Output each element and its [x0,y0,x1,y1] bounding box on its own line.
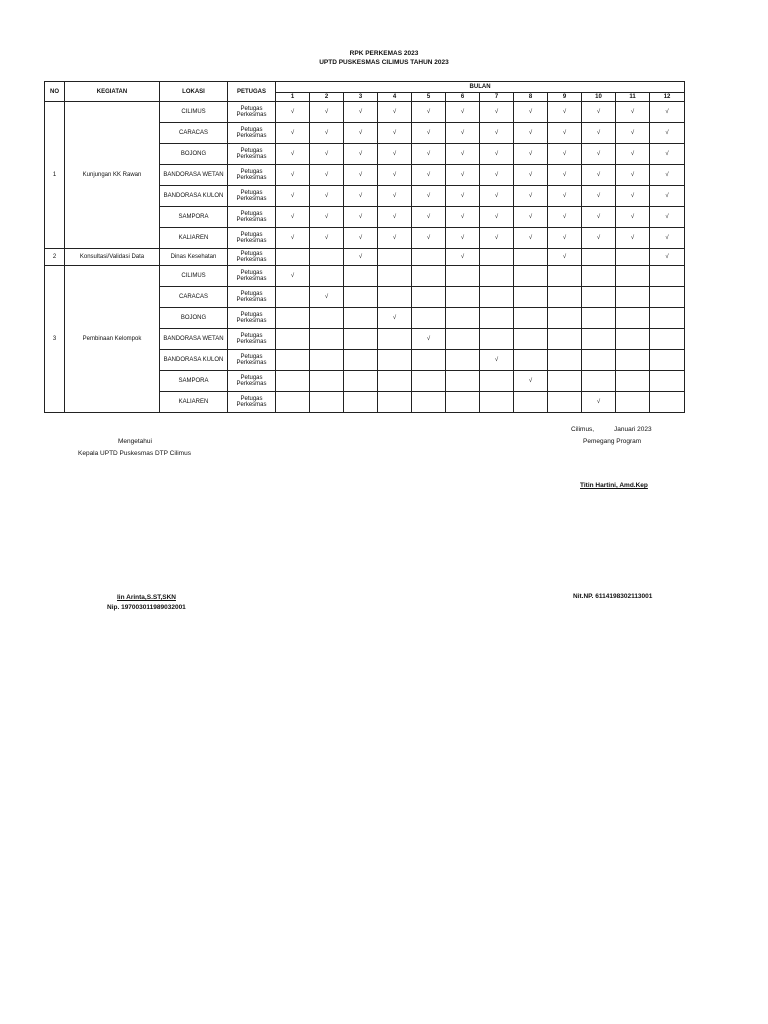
check-mark-cell: √ [514,165,548,186]
empty-month-cell [548,350,582,371]
check-mark-cell: √ [582,186,616,207]
check-mark-cell: √ [412,144,446,165]
activity-number: 2 [45,249,65,266]
check-mark-cell: √ [616,207,650,228]
empty-month-cell [446,350,480,371]
location-cell: CARACAS [160,287,228,308]
petugas-cell: Petugas Perkesmas [228,371,276,392]
check-mark-cell: √ [412,228,446,249]
footer-role-left: Kepala UPTD Puskesmas DTP Cilimus [78,450,191,457]
header-kegiatan: KEGIATAN [65,82,160,102]
check-mark-cell: √ [276,102,310,123]
empty-month-cell [480,266,514,287]
check-mark-cell: √ [446,102,480,123]
empty-month-cell [582,371,616,392]
empty-month-cell [310,329,344,350]
location-cell: BANDORASA WETAN [160,329,228,350]
empty-month-cell [582,329,616,350]
check-mark-cell: √ [548,102,582,123]
check-mark-cell: √ [412,165,446,186]
signer-right-name: Titin Hartini, Amd.Kep [580,482,648,489]
petugas-cell: Petugas Perkesmas [228,350,276,371]
month-header: 1 [276,93,310,102]
empty-month-cell [344,392,378,413]
empty-month-cell [446,371,480,392]
empty-month-cell [412,287,446,308]
location-cell: Dinas Kesehatan [160,249,228,266]
activity-name: Konsultasi/Validasi Data [65,249,160,266]
check-mark-cell: √ [446,123,480,144]
check-mark-cell: √ [514,144,548,165]
check-mark-cell: √ [548,144,582,165]
signer-right-id: Nit.NP. 6114198302113001 [573,593,653,600]
location-cell: CARACAS [160,123,228,144]
check-mark-cell: √ [616,144,650,165]
check-mark-cell: √ [446,249,480,266]
empty-month-cell [548,266,582,287]
check-mark-cell: √ [582,123,616,144]
empty-month-cell [582,287,616,308]
check-mark-cell: √ [446,144,480,165]
empty-month-cell [616,392,650,413]
empty-month-cell [344,350,378,371]
empty-month-cell [480,249,514,266]
petugas-cell: Petugas Perkesmas [228,287,276,308]
footer-date: Januari 2023 [614,426,652,433]
empty-month-cell [378,329,412,350]
month-header: 8 [514,93,548,102]
empty-month-cell [310,249,344,266]
check-mark-cell: √ [276,123,310,144]
check-mark-cell: √ [344,144,378,165]
check-mark-cell: √ [378,207,412,228]
empty-month-cell [514,392,548,413]
month-header: 3 [344,93,378,102]
check-mark-cell: √ [480,123,514,144]
check-mark-cell: √ [310,123,344,144]
check-mark-cell: √ [276,207,310,228]
empty-month-cell [276,249,310,266]
check-mark-cell: √ [480,207,514,228]
check-mark-cell: √ [480,350,514,371]
empty-month-cell [548,371,582,392]
location-cell: SAMPORA [160,207,228,228]
check-mark-cell: √ [514,123,548,144]
check-mark-cell: √ [582,228,616,249]
check-mark-cell: √ [310,144,344,165]
empty-month-cell [582,350,616,371]
empty-month-cell [378,266,412,287]
empty-month-cell [480,392,514,413]
check-mark-cell: √ [412,329,446,350]
empty-month-cell [616,308,650,329]
empty-month-cell [548,287,582,308]
month-header: 7 [480,93,514,102]
empty-month-cell [616,329,650,350]
check-mark-cell: √ [514,207,548,228]
month-header: 4 [378,93,412,102]
petugas-cell: Petugas Perkesmas [228,165,276,186]
petugas-cell: Petugas Perkesmas [228,123,276,144]
check-mark-cell: √ [446,228,480,249]
empty-month-cell [650,266,685,287]
empty-month-cell [446,329,480,350]
check-mark-cell: √ [650,249,685,266]
check-mark-cell: √ [548,249,582,266]
check-mark-cell: √ [344,228,378,249]
check-mark-cell: √ [276,186,310,207]
empty-month-cell [412,249,446,266]
empty-month-cell [276,287,310,308]
check-mark-cell: √ [378,165,412,186]
empty-month-cell [412,392,446,413]
month-header: 6 [446,93,480,102]
empty-month-cell [616,371,650,392]
empty-month-cell [344,287,378,308]
check-mark-cell: √ [616,102,650,123]
empty-month-cell [310,308,344,329]
empty-month-cell [344,308,378,329]
empty-month-cell [378,392,412,413]
check-mark-cell: √ [514,371,548,392]
check-mark-cell: √ [276,144,310,165]
check-mark-cell: √ [650,207,685,228]
check-mark-cell: √ [412,207,446,228]
header-lokasi: LOKASI [160,82,228,102]
empty-month-cell [378,350,412,371]
empty-month-cell [378,287,412,308]
month-header: 10 [582,93,616,102]
petugas-cell: Petugas Perkesmas [228,249,276,266]
check-mark-cell: √ [480,186,514,207]
empty-month-cell [310,392,344,413]
check-mark-cell: √ [616,165,650,186]
activity-name: Kunjungan KK Rawan [65,102,160,249]
empty-month-cell [616,249,650,266]
empty-month-cell [276,350,310,371]
check-mark-cell: √ [344,249,378,266]
header-no: NO [45,82,65,102]
check-mark-cell: √ [344,123,378,144]
location-cell: BANDORASA KULON [160,186,228,207]
empty-month-cell [446,266,480,287]
check-mark-cell: √ [446,186,480,207]
check-mark-cell: √ [650,123,685,144]
empty-month-cell [276,371,310,392]
check-mark-cell: √ [514,228,548,249]
check-mark-cell: √ [378,186,412,207]
check-mark-cell: √ [548,228,582,249]
petugas-cell: Petugas Perkesmas [228,392,276,413]
location-cell: CILIMUS [160,266,228,287]
check-mark-cell: √ [480,102,514,123]
check-mark-cell: √ [412,186,446,207]
month-header: 12 [650,93,685,102]
check-mark-cell: √ [650,165,685,186]
check-mark-cell: √ [582,392,616,413]
empty-month-cell [582,266,616,287]
petugas-cell: Petugas Perkesmas [228,186,276,207]
empty-month-cell [446,308,480,329]
header-bulan: BULAN [276,82,685,93]
check-mark-cell: √ [548,123,582,144]
empty-month-cell [582,249,616,266]
check-mark-cell: √ [378,123,412,144]
empty-month-cell [548,308,582,329]
table-row [45,249,685,266]
check-mark-cell: √ [412,123,446,144]
empty-month-cell [412,308,446,329]
check-mark-cell: √ [616,228,650,249]
location-cell: KALIAREN [160,392,228,413]
location-cell: BANDORASA WETAN [160,165,228,186]
petugas-cell: Petugas Perkesmas [228,228,276,249]
check-mark-cell: √ [310,287,344,308]
petugas-cell: Petugas Perkesmas [228,144,276,165]
empty-month-cell [412,266,446,287]
empty-month-cell [650,287,685,308]
petugas-cell: Petugas Perkesmas [228,207,276,228]
empty-month-cell [310,371,344,392]
petugas-cell: Petugas Perkesmas [228,102,276,123]
empty-month-cell [548,329,582,350]
signer-left-name: Iin Arinta,S.ST,SKN [117,594,176,601]
check-mark-cell: √ [344,186,378,207]
empty-month-cell [310,266,344,287]
check-mark-cell: √ [378,228,412,249]
check-mark-cell: √ [582,102,616,123]
empty-month-cell [378,371,412,392]
empty-month-cell [514,266,548,287]
empty-month-cell [514,350,548,371]
activity-name: Pembinaan Kelompok [65,266,160,413]
empty-month-cell [548,392,582,413]
check-mark-cell: √ [378,308,412,329]
empty-month-cell [412,350,446,371]
signer-left-id: Nip. 197003011989032001 [107,604,186,611]
check-mark-cell: √ [548,165,582,186]
location-cell: KALIAREN [160,228,228,249]
document-subtitle: UPTD PUSKESMAS CILIMUS TAHUN 2023 [319,59,449,66]
empty-month-cell [480,308,514,329]
footer-place: Cilimus, [571,426,595,433]
petugas-cell: Petugas Perkesmas [228,308,276,329]
location-cell: BOJONG [160,308,228,329]
month-header: 5 [412,93,446,102]
location-cell: BOJONG [160,144,228,165]
location-cell: BANDORASA KULON [160,350,228,371]
check-mark-cell: √ [446,165,480,186]
check-mark-cell: √ [650,102,685,123]
check-mark-cell: √ [582,207,616,228]
header-petugas: PETUGAS [228,82,276,102]
table-row [45,266,685,287]
check-mark-cell: √ [480,144,514,165]
check-mark-cell: √ [480,228,514,249]
check-mark-cell: √ [582,165,616,186]
check-mark-cell: √ [650,186,685,207]
check-mark-cell: √ [616,123,650,144]
check-mark-cell: √ [650,144,685,165]
table-row [45,102,685,123]
check-mark-cell: √ [344,165,378,186]
check-mark-cell: √ [548,207,582,228]
location-cell: SAMPORA [160,371,228,392]
check-mark-cell: √ [276,165,310,186]
empty-month-cell [480,329,514,350]
empty-month-cell [276,308,310,329]
check-mark-cell: √ [378,102,412,123]
empty-month-cell [480,371,514,392]
check-mark-cell: √ [276,228,310,249]
month-header: 11 [616,93,650,102]
empty-month-cell [378,249,412,266]
empty-month-cell [582,308,616,329]
empty-month-cell [446,392,480,413]
location-cell: CILIMUS [160,102,228,123]
check-mark-cell: √ [344,207,378,228]
empty-month-cell [616,287,650,308]
check-mark-cell: √ [616,186,650,207]
empty-month-cell [514,329,548,350]
activity-number: 1 [45,102,65,249]
check-mark-cell: √ [480,165,514,186]
petugas-cell: Petugas Perkesmas [228,266,276,287]
month-header: 2 [310,93,344,102]
footer-role-right: Pemegang Program [583,438,642,445]
empty-month-cell [276,392,310,413]
check-mark-cell: √ [650,228,685,249]
petugas-cell: Petugas Perkesmas [228,329,276,350]
check-mark-cell: √ [548,186,582,207]
footer-mengetahui: Mengetahui [118,438,152,445]
schedule-table [44,81,685,413]
empty-month-cell [650,392,685,413]
check-mark-cell: √ [310,165,344,186]
check-mark-cell: √ [582,144,616,165]
empty-month-cell [344,371,378,392]
check-mark-cell: √ [446,207,480,228]
empty-month-cell [344,266,378,287]
check-mark-cell: √ [514,186,548,207]
check-mark-cell: √ [344,102,378,123]
empty-month-cell [310,350,344,371]
empty-month-cell [480,287,514,308]
empty-month-cell [616,266,650,287]
empty-month-cell [650,350,685,371]
empty-month-cell [276,329,310,350]
empty-month-cell [650,371,685,392]
activity-number: 3 [45,266,65,413]
empty-month-cell [446,287,480,308]
empty-month-cell [514,308,548,329]
empty-month-cell [650,308,685,329]
empty-month-cell [412,371,446,392]
check-mark-cell: √ [310,228,344,249]
empty-month-cell [650,329,685,350]
empty-month-cell [616,350,650,371]
empty-month-cell [514,287,548,308]
document-title: RPK PERKEMAS 2023 [349,50,419,57]
check-mark-cell: √ [310,207,344,228]
check-mark-cell: √ [412,102,446,123]
check-mark-cell: √ [276,266,310,287]
check-mark-cell: √ [310,102,344,123]
month-header: 9 [548,93,582,102]
empty-month-cell [344,329,378,350]
empty-month-cell [514,249,548,266]
check-mark-cell: √ [378,144,412,165]
check-mark-cell: √ [514,102,548,123]
check-mark-cell: √ [310,186,344,207]
